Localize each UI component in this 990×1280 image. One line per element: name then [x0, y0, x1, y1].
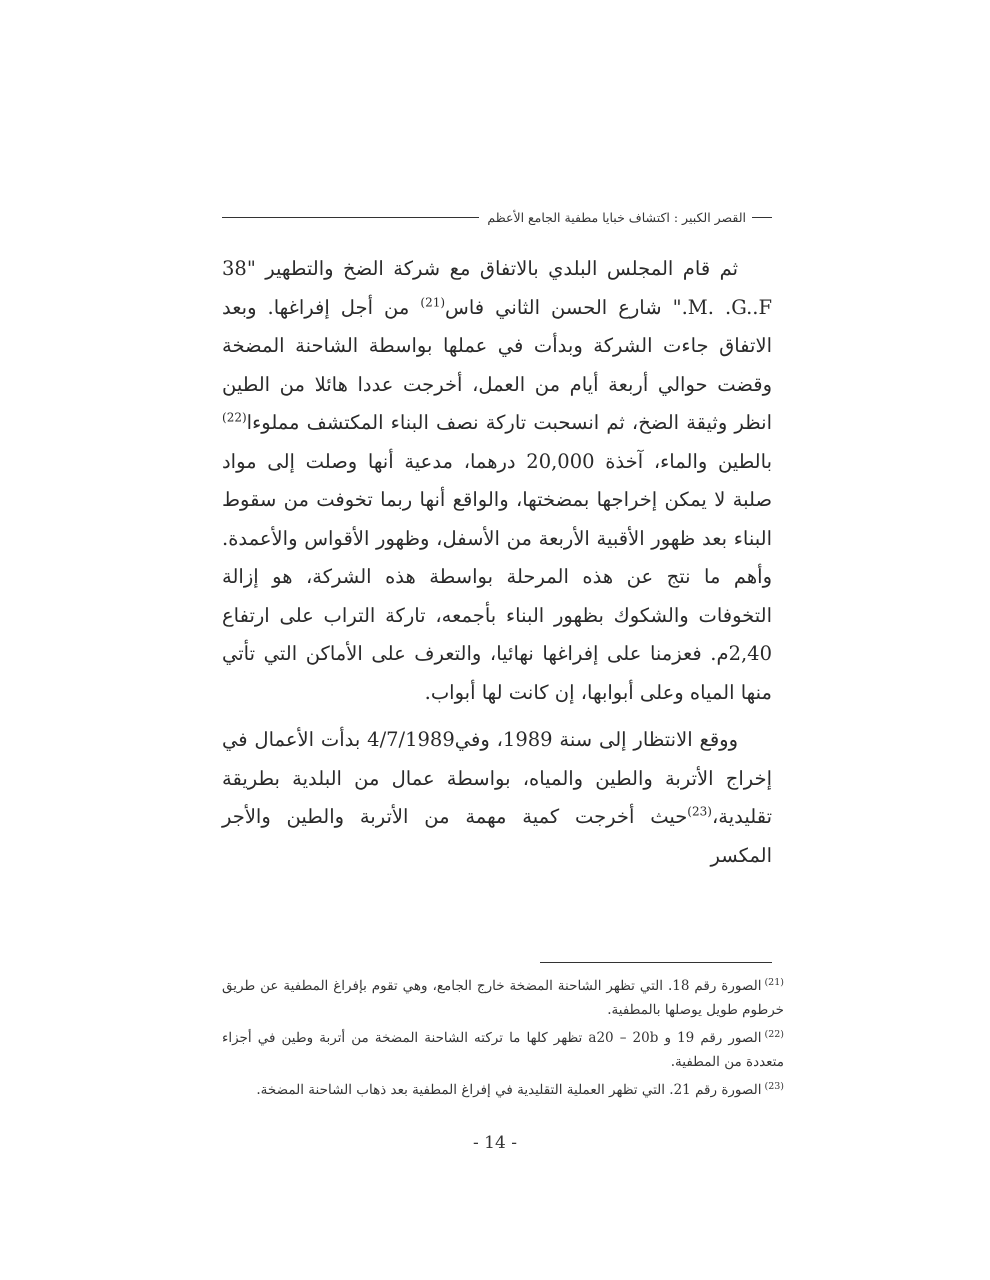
footnote-text: الصورة رقم 18. التي تظهر الشاحنة المضخة خارج الجامع، وهي تقوم بإفراغ المطفية عن طريق خرطوم طويل يوصلها بالمطفية.: [222, 978, 784, 1018]
page-number: - 14 -: [473, 1133, 517, 1153]
footnote-number: (22): [764, 1028, 785, 1040]
header-rule-short: [752, 217, 772, 218]
paragraph-1-text-a: ثم قام المجلس البلدي بالاتفاق مع شركة الضخ والتطهير "38 M. .G..F." شارع الحسن الثاني فاس: [222, 257, 772, 319]
footnote-22: [222, 1026, 784, 1074]
footnote-number: (23): [764, 1080, 784, 1092]
footnote-23: [222, 1078, 784, 1102]
header-rule-long: [222, 217, 479, 218]
paragraph-2-text-b: حيث أخرجت كمية مهمة من الأتربة والطين والأجر المكسر: [222, 805, 772, 867]
footnote-ref-22: (22): [222, 410, 247, 425]
footnote-text: الصورة رقم 21. التي تظهر العملية التقليدية في إفراغ المطفية بعد ذهاب الشاحنة المضخة.: [256, 1082, 762, 1098]
footnote-text: الصور رقم 19 و a20 – 20b تظهر كلها ما تركته الشاحنة المضخة من أتربة وطين في أجزاء متعددة من المطفية.: [222, 1030, 784, 1070]
footnotes: [222, 974, 784, 1106]
paragraph-2: [222, 721, 772, 875]
footnote-separator: [540, 962, 772, 963]
header-title: القصر الكبير : اكتشاف خبايا مطفية الجامع الأعظم: [487, 209, 746, 225]
paragraph-1-text-b: من أجل إفراغها. وبعد الاتفاق جاءت الشركة وبدأت في عملها بواسطة الشاحنة المضخة وقضت حوالي أربعة أيام من العمل، أخرجت عددا هائلا من الطين انظر وثيقة الضخ، ثم انسحبت تاركة نصف البناء المكتشف مملوءا: [222, 295, 772, 434]
footnote-21: [222, 974, 784, 1022]
paragraph-1: [222, 250, 772, 712]
body-text: [222, 250, 772, 875]
footnote-ref-23: (23): [687, 804, 712, 819]
running-header: [222, 205, 772, 229]
paragraph-1-text-c: بالطين والماء، آخذة 20,000 درهما، مدعية أنها وصلت إلى مواد صلبة لا يمكن إخراجها بمضختها، والواقع أنها ربما تخوفت من سقوط البناء بعد ظهور الأقبية الأربعة من الأسفل، وظهور الأقواس والأعمدة. وأهم ما نتج عن هذه المرحلة بواسطة هذه الشركة، هو إزالة التخوفات والشكوك بظهور البناء بأجمعه، تاركة التراب على ارتفاع 2,40م. فعزمنا على إفراغها نهائيا، والتعرف على الأماكن التي تأتي منها المياه وعلى أبوابها، إن كانت لها أبواب.: [222, 449, 772, 704]
footnote-number: (21): [764, 976, 784, 988]
footnote-ref-21: (21): [420, 295, 446, 309]
paragraph-2-text-a: ووقع الانتظار إلى سنة 1989، وفي4/7/1989 بدأت الأعمال في إخراج الأتربة والطين والمياه، بواسطة عمال من البلدية بطريقة تقليدية،: [222, 728, 772, 828]
